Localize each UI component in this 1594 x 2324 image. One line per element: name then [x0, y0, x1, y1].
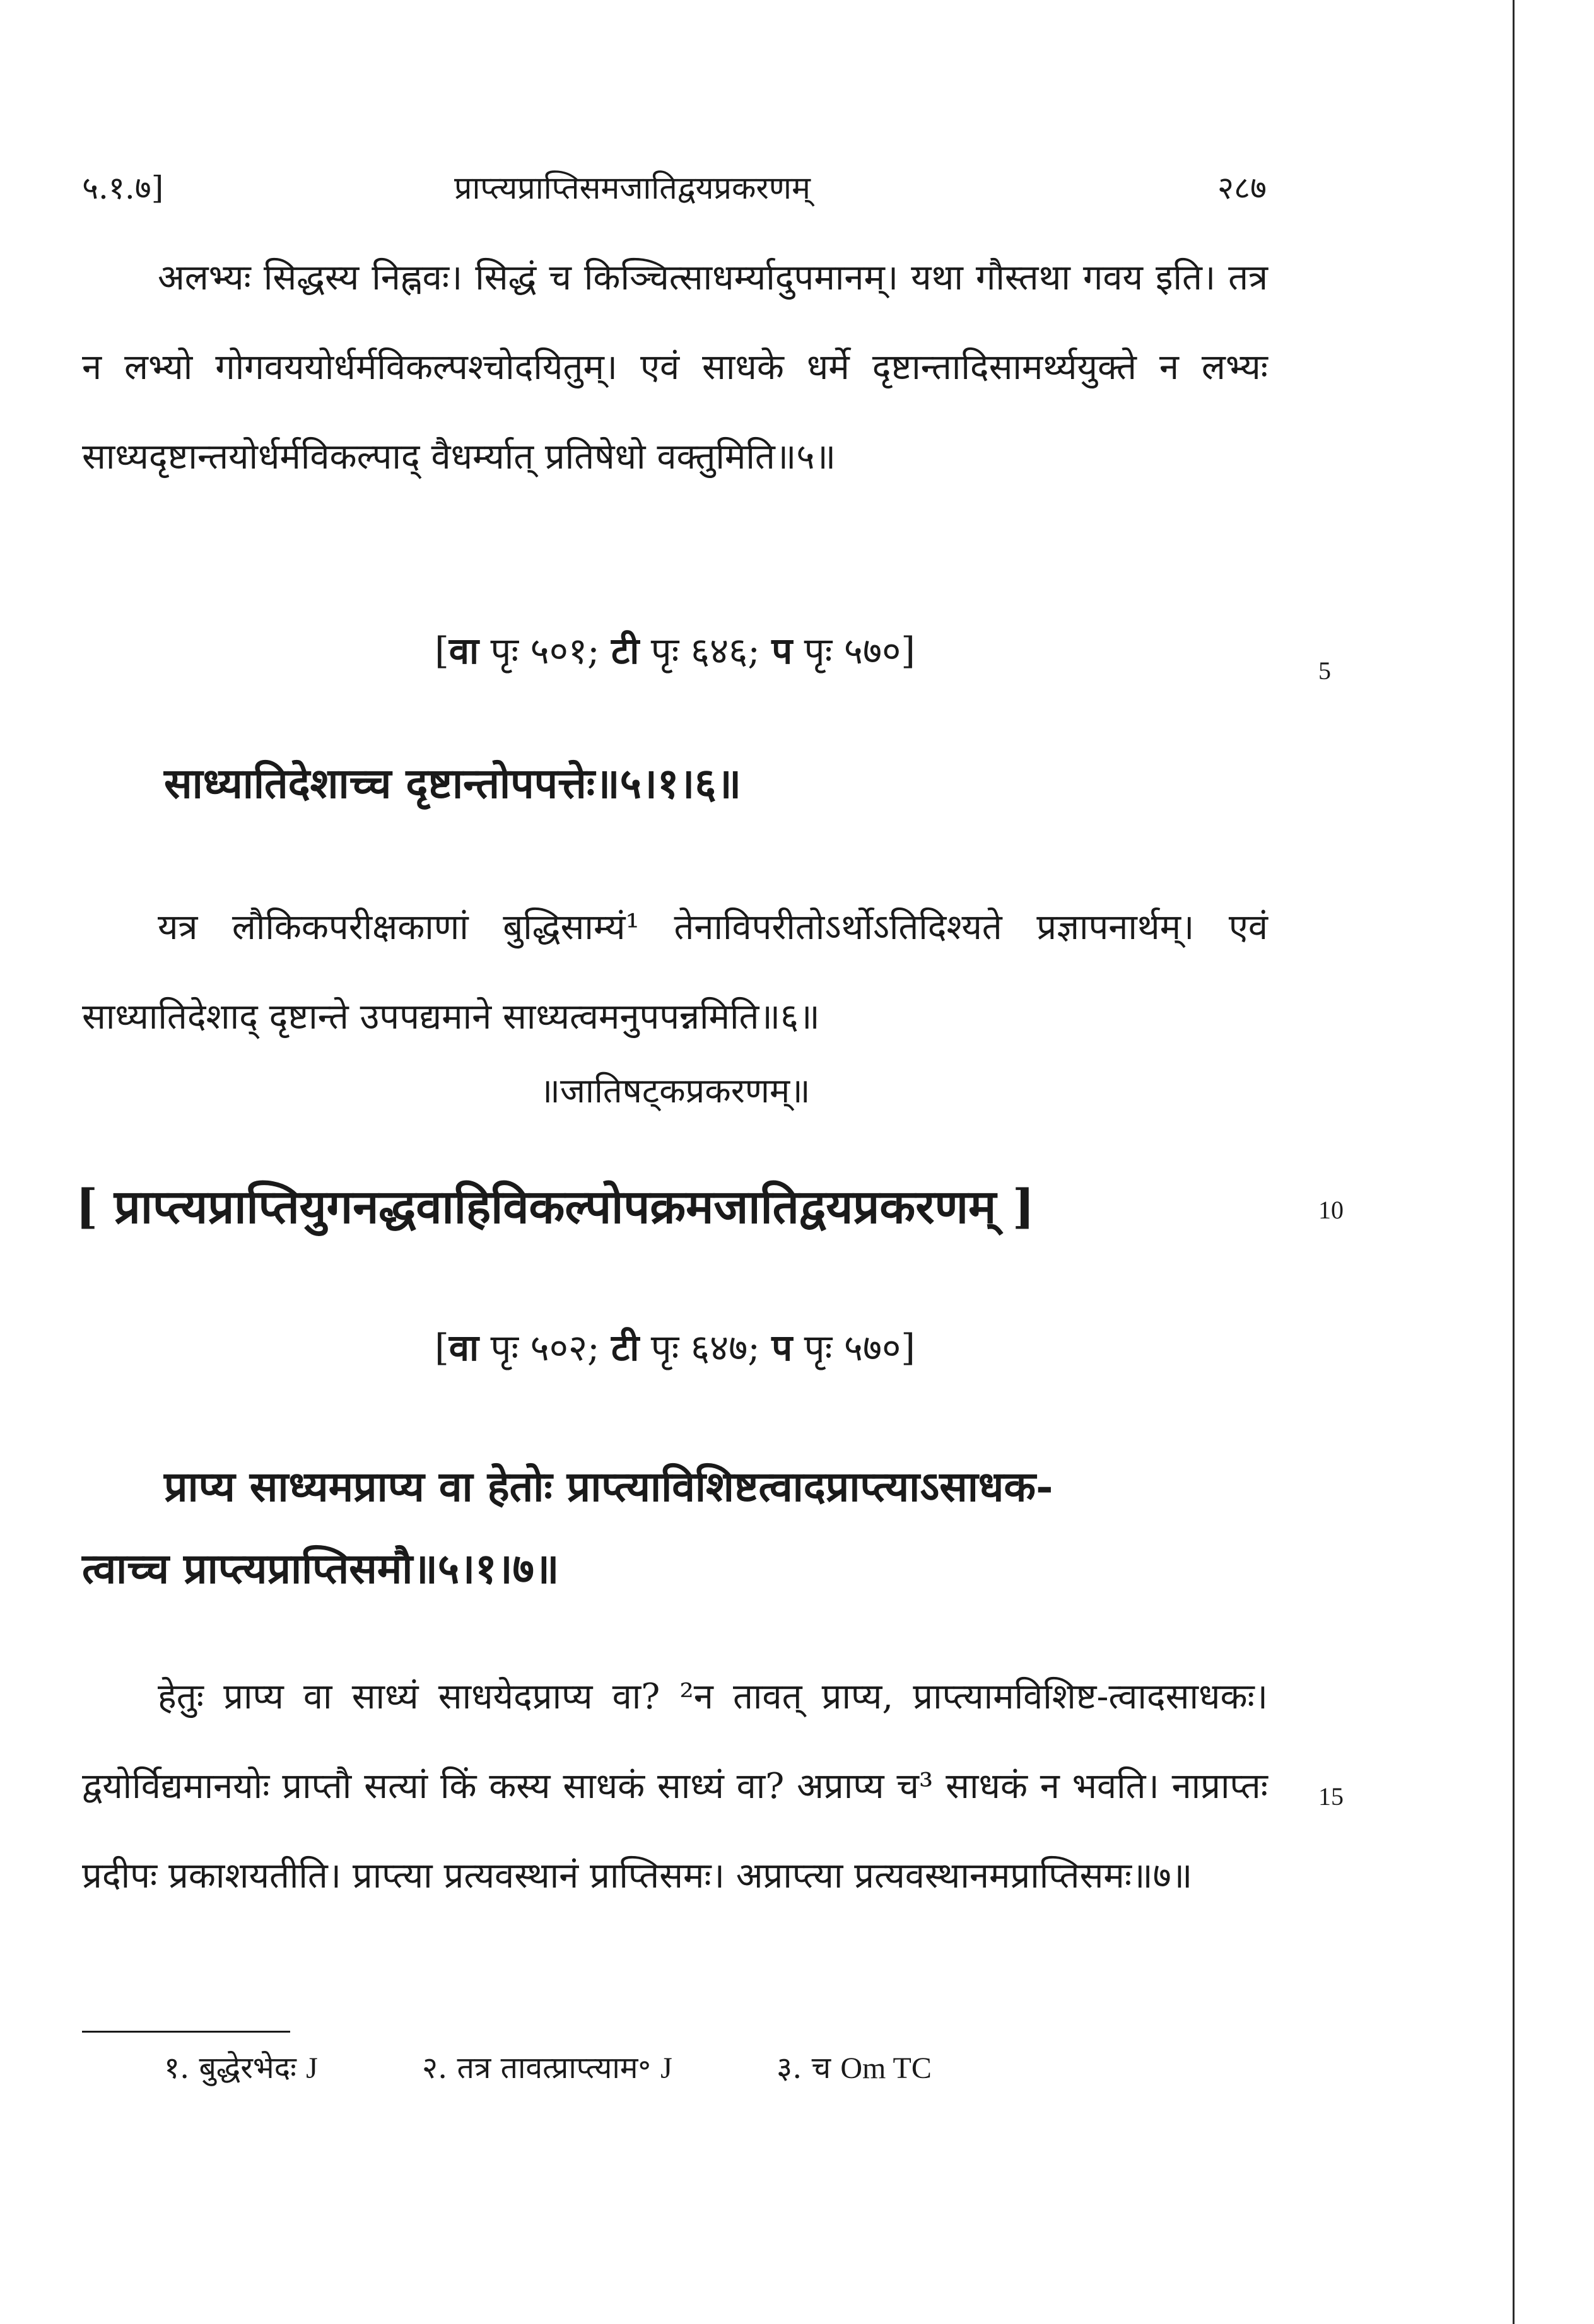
commentary-paragraph-2: यत्र लौकिकपरीक्षकाणां बुद्धिसाम्यं¹ तेनाविपरीतोऽर्थोऽतिदिश्यते प्रज्ञापनार्थम्। एवं साध्यातिदेशाद् दृष्टान्ते उपपद्यमाने साध्यत्वमनुपपन्नमिति॥६॥: [82, 907, 1268, 1037]
footnote-1: १. बुद्धेरभेदः J: [164, 2050, 318, 2086]
section-heading: [ प्राप्त्यप्राप्तियुगनद्धवाहिविकल्पोपक्रमजातिद्वयप्रकरणम् ]: [76, 1180, 1035, 1234]
footnote-3: ३. च Om TC: [776, 2050, 932, 2086]
reference-line-2: [वा पृः ५०२; टी पृः ६४७; प पृः ५७०]: [435, 1326, 915, 1369]
reference-line-1: [वा पृः ५०१; टी पृः ६४६; प पृः ५७०]: [435, 629, 915, 672]
header-title: प्राप्त्यप्राप्तिसमजातिद्वयप्रकरणम्: [454, 170, 811, 206]
commentary-paragraph-1: अलभ्यः सिद्धस्य निह्नवः। सिद्धं च किञ्चित्साधर्म्यादुपमानम्। यथा गौस्तथा गवय इति। तत्र न लभ्यो गोगवययोर्धर्मविकल्पश्चोदयितुम्। एवं साधके धर्मे दृष्टान्तादिसामर्थ्ययुक्ते न लभ्यः साध्यदृष्टान्तयोर्धर्मविकल्पाद् वैधर्म्यात् प्रतिषेधो वक्तुमिति॥५॥: [82, 257, 1268, 477]
line-number-5: 5: [1318, 657, 1331, 685]
page-edge-rule: [1513, 0, 1515, 2324]
line-number-15: 15: [1318, 1782, 1344, 1811]
header-section-number: ५.१.७]: [82, 170, 164, 206]
commentary-paragraph-3: हेतुः प्राप्य वा साध्यं साधयेदप्राप्य वा? ²न तावत् प्राप्य, प्राप्त्यामविशिष्ट-त्वादसाधकः। द्वयोर्विद्यमानयोः प्राप्तौ सत्यां किं कस्य साधकं साध्यं वा? अप्राप्य च³ साधकं न भवति। नाप्राप्तः प्रदीपः प्रकाशयतीति। प्राप्त्या प्रत्यवस्थानं प्राप्तिसमः। अप्राप्त्या प्रत्यवस्थानमप्राप्तिसमः॥७॥: [82, 1676, 1268, 1896]
footnote-2: २. तत्र तावत्प्राप्त्याम॰ J: [422, 2050, 672, 2086]
sutra-5-1-7-line-1: प्राप्य साध्यमप्राप्य वा हेतोः प्राप्त्याविशिष्टत्वादप्राप्त्याऽसाधक-: [164, 1462, 1053, 1511]
footnotes: [164, 2047, 1026, 2088]
line-number-10: 10: [1318, 1196, 1344, 1224]
header-page-number: २८७: [1217, 170, 1267, 206]
sutra-5-1-7-line-2: त्वाच्च प्राप्त्यप्राप्तिसमौ॥५।१।७॥: [82, 1544, 560, 1593]
section-end-title: ॥जातिषट्कप्रकरणम्॥: [539, 1071, 811, 1111]
footnote-rule: [82, 2031, 290, 2033]
sutra-5-1-6: साध्यातिदेशाच्च दृष्टान्तोपपत्तेः॥५।१।६॥: [164, 759, 742, 808]
